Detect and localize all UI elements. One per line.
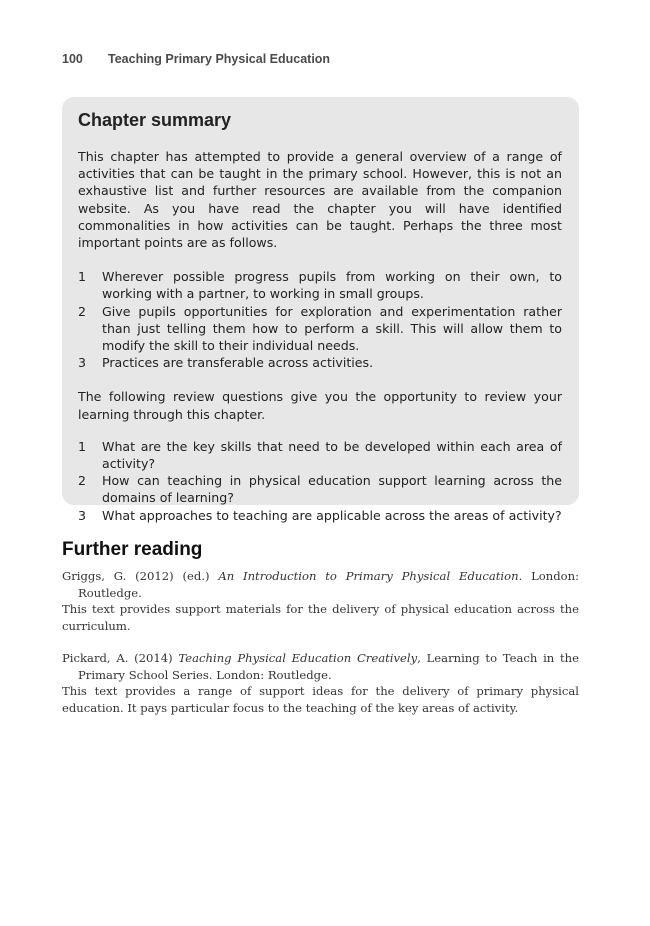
- list-number: 3: [78, 507, 87, 523]
- further-reading-list: [62, 568, 579, 716]
- list-item: [78, 507, 562, 524]
- reference-citation: [62, 568, 579, 601]
- citation-title: Teaching Physical Education Creatively: [178, 651, 418, 665]
- citation-authors: Pickard, A. (2014): [62, 651, 179, 665]
- summary-intro: This chapter has attempted to provide a general overview of a range of activities that can be taught in the primary school. However, this is not an exhaustive list and further resources are available from the companion website. As you have read the chapter you will have identified commonalities in how activities can be taught. Perhaps the three most important points are as follows.: [78, 149, 562, 251]
- reference-description: This text provides support materials for the delivery of physical education across the curriculum.: [62, 602, 579, 633]
- list-item: [78, 268, 562, 302]
- chapter-summary-title: Chapter summary: [78, 110, 232, 130]
- further-reading-heading: Further reading: [62, 539, 203, 560]
- running-head: [62, 52, 330, 66]
- list-number: 1: [78, 438, 87, 454]
- list-number: 3: [78, 355, 87, 371]
- citation-publisher: . London: Routledge.: [78, 569, 579, 600]
- chapter-summary-box: [62, 97, 579, 523]
- list-item: [78, 354, 562, 371]
- list-item-text: How can teaching in physical education support learning across the domains of learning?: [102, 473, 562, 506]
- key-points-list: [78, 268, 562, 371]
- citation-publisher: , Learning to Teach in the Primary School Series. London: Routledge.: [78, 651, 579, 682]
- list-item-text: What are the key skills that need to be developed within each area of activity?: [102, 438, 562, 472]
- review-questions-list: [78, 438, 562, 524]
- list-item-text: What approaches to teaching are applicable across the areas of activity?: [102, 507, 562, 523]
- list-item: [78, 438, 562, 472]
- list-number: 1: [78, 269, 87, 285]
- reference-citation: [62, 650, 579, 683]
- review-intro: The following review questions give you the opportunity to review your learning through this chapter.: [78, 389, 562, 422]
- citation-authors: Griggs, G. (2012) (ed.): [62, 569, 219, 583]
- page-number: 100: [62, 52, 83, 66]
- citation-title: An Introduction to Primary Physical Education: [218, 569, 519, 583]
- list-item: [78, 472, 562, 506]
- list-number: 2: [78, 473, 87, 489]
- list-item: [78, 303, 562, 355]
- list-item-text: Practices are transferable across activities.: [102, 355, 374, 371]
- list-number: 2: [78, 303, 87, 319]
- list-item-text: Give pupils opportunities for exploration and experimentation rather than just telling them how to perform a skill. This will allow them to modify the skill to their individual needs.: [102, 303, 562, 354]
- list-item-text: Wherever possible progress pupils from working on their own, to working with a partner, to working in small groups.: [102, 269, 562, 302]
- reference-description: This text provides a range of support ideas for the delivery of primary physical education. It pays particular focus to the teaching of the key areas of activity.: [62, 684, 579, 715]
- running-title: Teaching Primary Physical Education: [108, 52, 331, 66]
